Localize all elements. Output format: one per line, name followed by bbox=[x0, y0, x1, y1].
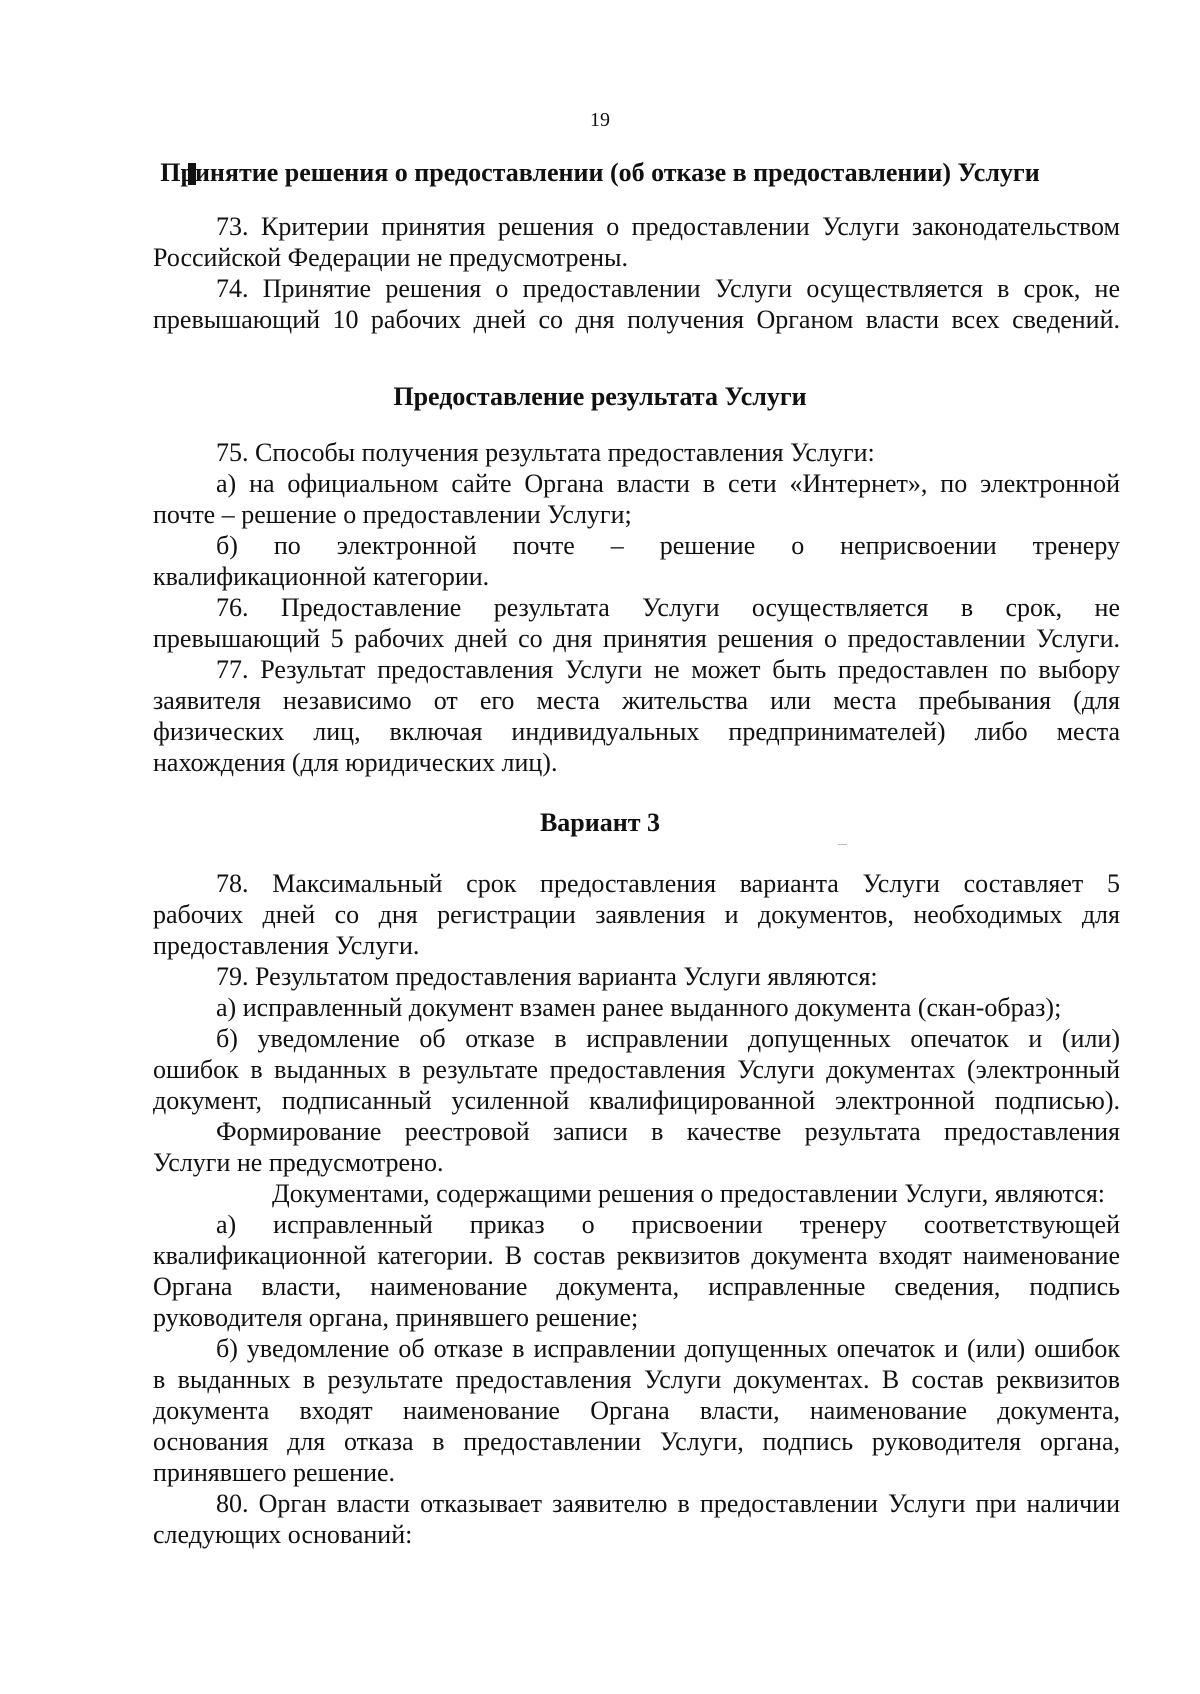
paragraph-line: а) исправленный приказ о присвоении тренеру соответствующей bbox=[216, 1210, 1120, 1239]
paragraph-line: 80. Орган власти отказывает заявителю в предоставлении Услуги при наличии bbox=[216, 1489, 1120, 1518]
paragraph-line: рабочих дней со дня регистрации заявления и документов, необходимых для bbox=[153, 900, 1120, 929]
paragraph-line: превышающий 10 рабочих дней со дня получения Органом власти всех сведений. bbox=[153, 305, 1120, 334]
paragraph-line: следующих оснований: bbox=[153, 1520, 413, 1549]
paragraph-line: а) на официальном сайте Органа власти в сети «Интернет», по электронной bbox=[216, 469, 1120, 498]
paragraph-line: 78. Максимальный срок предоставления варианта Услуги составляет 5 bbox=[216, 869, 1120, 898]
scan-artifact-dash bbox=[838, 844, 847, 845]
page-number: 19 bbox=[590, 109, 610, 131]
paragraph-line: предоставления Услуги. bbox=[153, 931, 420, 960]
paragraph-line: 79. Результатом предоставления варианта Услуги являются: bbox=[216, 962, 878, 991]
paragraph-line: нахождения (для юридических лиц). bbox=[153, 748, 558, 777]
paragraph-line: б) по электронной почте – решение о неприсвоении тренеру bbox=[216, 531, 1120, 560]
paragraph-line: Документами, содержащими решения о предоставлении Услуги, являются: bbox=[272, 1179, 1106, 1208]
paragraph-line: 76. Предоставление результата Услуги осуществляется в срок, не bbox=[216, 593, 1120, 622]
paragraph-line: основания для отказа в предоставлении Услуги, подпись руководителя органа, bbox=[153, 1427, 1120, 1456]
paragraph-line: а) исправленный документ взамен ранее выданного документа (скан-образ); bbox=[216, 993, 1062, 1022]
paragraph-line: принявшего решение. bbox=[153, 1458, 396, 1487]
paragraph-line: квалификационной категории. В состав реквизитов документа входят наименование bbox=[153, 1241, 1120, 1270]
paragraph-line: 73. Критерии принятия решения о предоставлении Услуги законодательством bbox=[216, 212, 1120, 241]
paragraph-line: Формирование реестровой записи в качестве результата предоставления bbox=[216, 1117, 1120, 1146]
paragraph-line: б) уведомление об отказе в исправлении допущенных опечаток и (или) ошибок bbox=[216, 1334, 1120, 1363]
paragraph-line: ошибок в выданных в результате предоставления Услуги документах (электронный bbox=[153, 1055, 1120, 1084]
paragraph-line: в выданных в результате предоставления Услуги документах. В состав реквизитов bbox=[153, 1365, 1120, 1394]
paragraph-line: квалификационной категории. bbox=[153, 562, 490, 591]
paragraph-line: 74. Принятие решения о предоставлении Услуги осуществляется в срок, не bbox=[216, 274, 1120, 303]
paragraph-line: документа входят наименование Органа власти, наименование документа, bbox=[153, 1396, 1120, 1425]
paragraph-line: почте – решение о предоставлении Услуги; bbox=[153, 500, 632, 529]
paragraph-line: Российской Федерации не предусмотрены. bbox=[153, 243, 628, 272]
section-heading-variant: Вариант 3 bbox=[539, 808, 661, 837]
section-heading-result: Предоставление результата Услуги bbox=[393, 382, 807, 411]
paragraph-line: заявителя независимо от его места жительства или места пребывания (для bbox=[153, 686, 1120, 715]
paragraph-line: 77. Результат предоставления Услуги не может быть предоставлен по выбору bbox=[216, 655, 1120, 684]
paragraph-line: превышающий 5 рабочих дней со дня принятия решения о предоставлении Услуги. bbox=[153, 624, 1120, 653]
paragraph-line: Органа власти, наименование документа, исправленные сведения, подпись bbox=[153, 1272, 1120, 1301]
paragraph-line: физических лиц, включая индивидуальных предпринимателей) либо места bbox=[153, 717, 1120, 746]
paragraph-line: документ, подписанный усиленной квалифицированной электронной подписью). bbox=[153, 1086, 1120, 1115]
paragraph-line: Услуги не предусмотрено. bbox=[153, 1148, 444, 1177]
paragraph-line: б) уведомление об отказе в исправлении допущенных опечаток и (или) bbox=[216, 1024, 1120, 1053]
paragraph-line: руководителя органа, принявшего решение; bbox=[153, 1303, 639, 1332]
section-heading-decision: Принятие решения о предоставлении (об отказе в предоставлении) Услуги bbox=[160, 158, 1040, 187]
paragraph-line: 75. Способы получения результата предоставления Услуги: bbox=[216, 438, 875, 467]
